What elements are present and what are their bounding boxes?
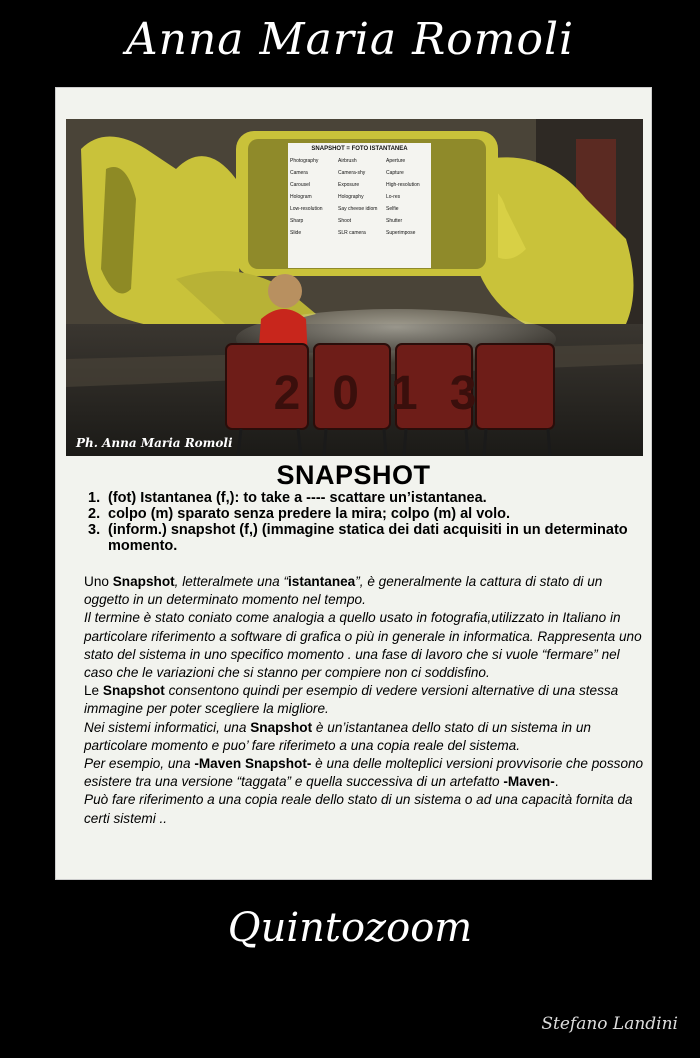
text-run-bold: -Maven Snapshot- [194, 756, 312, 772]
photo-credit: Ph. Anna Maria Romoli [76, 436, 233, 450]
tablet-word: Sharp [290, 218, 304, 224]
tablet-word-grid [288, 158, 431, 236]
tablet-word: High-resolution [386, 182, 420, 188]
author-title: Anna Maria Romoli [125, 14, 575, 65]
tablet-word: Holography [338, 194, 364, 200]
body-paragraph [84, 755, 644, 791]
text-run-italic: Il termine è stato coniato come analogia a quello usato in fotografia,utilizzato in Italiano in particolare riferimento a software di grafica o più in generale in informatica. Rappresenta uno stato del sistema in uno specifico momento . una fase di lavoro che si vuole “fermare” nel caso che le variazioni che si stanno per compiere non ci soddisfino. [84, 610, 642, 681]
text-run: Le [84, 683, 103, 699]
tablet-word: Airbrush [338, 158, 357, 164]
definition-item [88, 490, 638, 506]
tablet-word: Exposure [338, 182, 360, 188]
text-run-italic: è un’istantanea dello stato di un sistema in un particolare momento e puo’ fare riferimeto a una copia reale del sistema. [84, 719, 591, 753]
definition-text: (fot) Istantanea (f,): to take a ---- scattare un’istantanea. [108, 490, 487, 506]
text-run-bold: istantanea [288, 574, 356, 589]
tablet-word: Lo-res [386, 194, 401, 200]
tablet-word: Photography [290, 158, 319, 164]
tablet-word: Selfie [386, 206, 399, 212]
definition-text: (inform.) snapshot (f,) (immagine statica dei dati acquisiti in un determinato momento. [108, 522, 628, 554]
tablet-screen [288, 143, 431, 268]
poster-board [55, 87, 652, 880]
tablet-word: Carousel [290, 182, 311, 188]
tablet-word: Superimpose [386, 230, 416, 236]
text-run-bold: Snapshot [250, 719, 313, 735]
definition-text: colpo (m) sparato senza predere la mira; colpo (m) al volo. [108, 506, 511, 522]
tablet-word: Camera-shy [338, 170, 366, 176]
definition-item [88, 522, 638, 554]
text-run-italic: consentono quindi per esempio di vedere versioni alternative di una stessa immagine per poter scegliere la migliore. [84, 683, 619, 717]
text-run-bold: Snapshot [112, 574, 175, 589]
definition-number: 3. [88, 522, 101, 538]
text-run-italic: Può fare riferimento a una copia reale dello stato di un sistema o ad una capacità fornita da certi sistemi .. [84, 792, 633, 826]
body-paragraph [84, 573, 644, 609]
tablet-word: Low-resolution [290, 206, 323, 212]
tablet-word: Aperture [386, 158, 406, 164]
definition-number: 1. [88, 490, 101, 506]
tablet-title: SNAPSHOT = FOTO ISTANTANEA [311, 146, 408, 152]
tablet-word: Shutter [386, 218, 403, 224]
body-paragraph [84, 682, 644, 718]
text-run-italic: Per esempio, una [84, 756, 195, 772]
tablet-word: Camera [290, 170, 308, 176]
text-run: Uno [84, 574, 113, 589]
tablet-word: Shoot [338, 218, 352, 224]
definition-item [88, 506, 638, 522]
text-run-italic: , letteralmete una “ [174, 574, 288, 589]
tablet-word: Slide [290, 230, 302, 236]
bottom-title: Quintozoom [227, 905, 473, 951]
text-run-italic: Nei sistemi informatici, una [84, 719, 251, 735]
definition-number: 2. [88, 506, 101, 522]
text-run: . [554, 774, 559, 790]
body-paragraph [84, 791, 644, 827]
text-run-bold: Snapshot [102, 683, 165, 699]
headline: SNAPSHOT [276, 460, 431, 490]
text-run-italic: ”, è generalmente la cattura di stato di un oggetto in un determinato momento nel tempo. [84, 574, 603, 608]
body-paragraph [84, 719, 644, 755]
tablet-word: SLR camera [338, 230, 366, 236]
text-run-bold: -Maven- [503, 774, 555, 790]
tablet-word: Say cheese idiom [338, 206, 378, 212]
text-run-italic: è una delle molteplici versioni provvisorie che possono esistere tra una versione “taggata” e quella successiva di un artefatto [84, 756, 644, 790]
graffiti-photo [66, 119, 643, 456]
definition-list [88, 490, 638, 554]
seat-numbers: 2013 [273, 367, 509, 420]
tablet-word: Capture [386, 170, 404, 176]
tablet-word: Hologram [290, 194, 312, 200]
body-paragraph [84, 609, 644, 682]
photographer-signature: Stefano Landini [541, 1014, 678, 1034]
article-body [84, 573, 644, 828]
